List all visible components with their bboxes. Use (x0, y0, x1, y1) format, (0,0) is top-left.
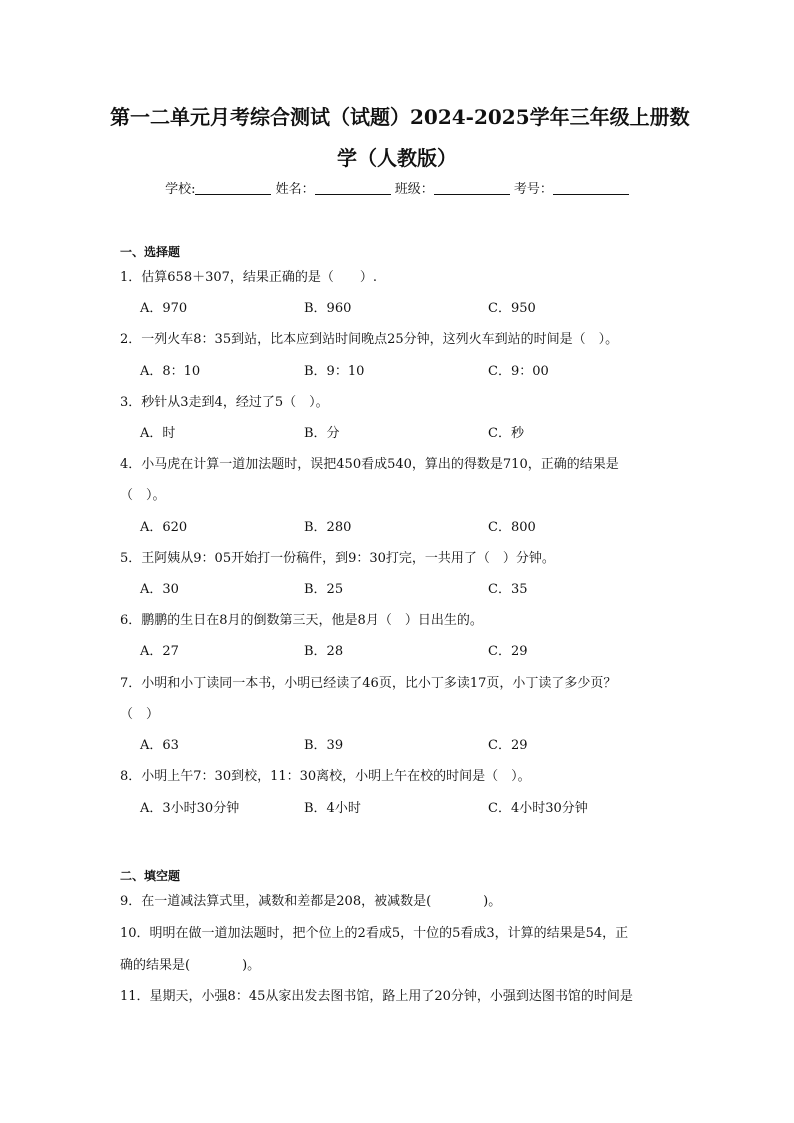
question-4: 4．小马虎在计算一道加法题时，误把450看成540，算出的得数是710，正确的结果是 (120, 457, 619, 472)
number-label: 考号： (513, 182, 553, 197)
q4-option-b: B．280 (304, 520, 352, 535)
question-7: 7．小明和小丁读同一本书，小明已经读了46页，比小丁多读17页，小丁读了多少页？ (120, 676, 617, 691)
q2-option-a: A．8：10 (140, 364, 201, 379)
question-8: 8．小明上午7：30到校，11：30离校，小明上午在校的时间是（ ）。 (120, 769, 531, 784)
student-info-line (0, 180, 794, 200)
q1-option-a: A．970 (140, 301, 188, 316)
q4-option-a: A．620 (140, 520, 188, 535)
question-9: 9．在一道减法算式里，减数和差都是208，被减数是( )。 (120, 894, 502, 909)
number-blank (553, 180, 629, 195)
q5-option-c: C．35 (488, 582, 528, 597)
question-2: 2．一列火车8：35到站，比本应到站时间晚点25分钟，这列火车到站的时间是（ ）。 (120, 332, 619, 347)
q3-option-a: A．时 (140, 426, 176, 441)
school-label: 学校: (165, 182, 196, 197)
name-blank (315, 180, 391, 195)
question-7-continued: （ ） (120, 707, 160, 722)
q3-option-b: B．分 (304, 426, 340, 441)
page-title-line2: 学（人教版） (337, 146, 457, 170)
q2-option-c: C．9：00 (488, 364, 549, 379)
q8-option-b: B．4小时 (304, 801, 361, 816)
q4-option-c: C．800 (488, 520, 536, 535)
q7-option-a: A．63 (140, 738, 179, 753)
school-blank (195, 180, 271, 195)
q6-option-c: C．29 (488, 644, 528, 659)
class-blank (434, 180, 510, 195)
q6-option-b: B．28 (304, 644, 344, 659)
page-title-line1: 第一二单元月考综合测试（试题）2024-2025学年三年级上册数 (110, 105, 690, 129)
class-label: 班级： (394, 182, 434, 197)
question-3: 3．秒针从3走到4，经过了5（ ）。 (120, 395, 329, 410)
q1-option-b: B．960 (304, 301, 352, 316)
question-10: 10．明明在做一道加法题时，把个位上的2看成5，十位的5看成3，计算的结果是54，正 (120, 926, 629, 941)
q5-option-b: B．25 (304, 582, 344, 597)
section-heading-fill: 二、填空题 (120, 869, 181, 883)
q1-option-c: C．950 (488, 301, 536, 316)
name-label: 姓名： (275, 182, 315, 197)
q7-option-b: B．39 (304, 738, 344, 753)
q3-option-c: C．秒 (488, 426, 524, 441)
q8-option-c: C．4小时30分钟 (488, 801, 588, 816)
question-4-continued: （ ）。 (120, 488, 166, 503)
question-5: 5．王阿姨从9：05开始打一份稿件，到9：30打完，一共用了（ ）分钟。 (120, 551, 555, 566)
q5-option-a: A．30 (140, 582, 179, 597)
q7-option-c: C．29 (488, 738, 528, 753)
q2-option-b: B．9：10 (304, 364, 365, 379)
q8-option-a: A．3小时30分钟 (140, 801, 240, 816)
question-1: 1．估算658＋307，结果正确的是（ ）. (120, 270, 378, 285)
q6-option-a: A．27 (140, 644, 179, 659)
question-6: 6．鹏鹏的生日在8月的倒数第三天，他是8月（ ）日出生的。 (120, 613, 483, 628)
question-10-continued: 确的结果是( )。 (120, 958, 261, 973)
section-heading-choice: 一、选择题 (120, 245, 181, 259)
question-11: 11．星期天，小强8：45从家出发去图书馆，路上用了20分钟，小强到达图书馆的时间是 (120, 989, 633, 1004)
